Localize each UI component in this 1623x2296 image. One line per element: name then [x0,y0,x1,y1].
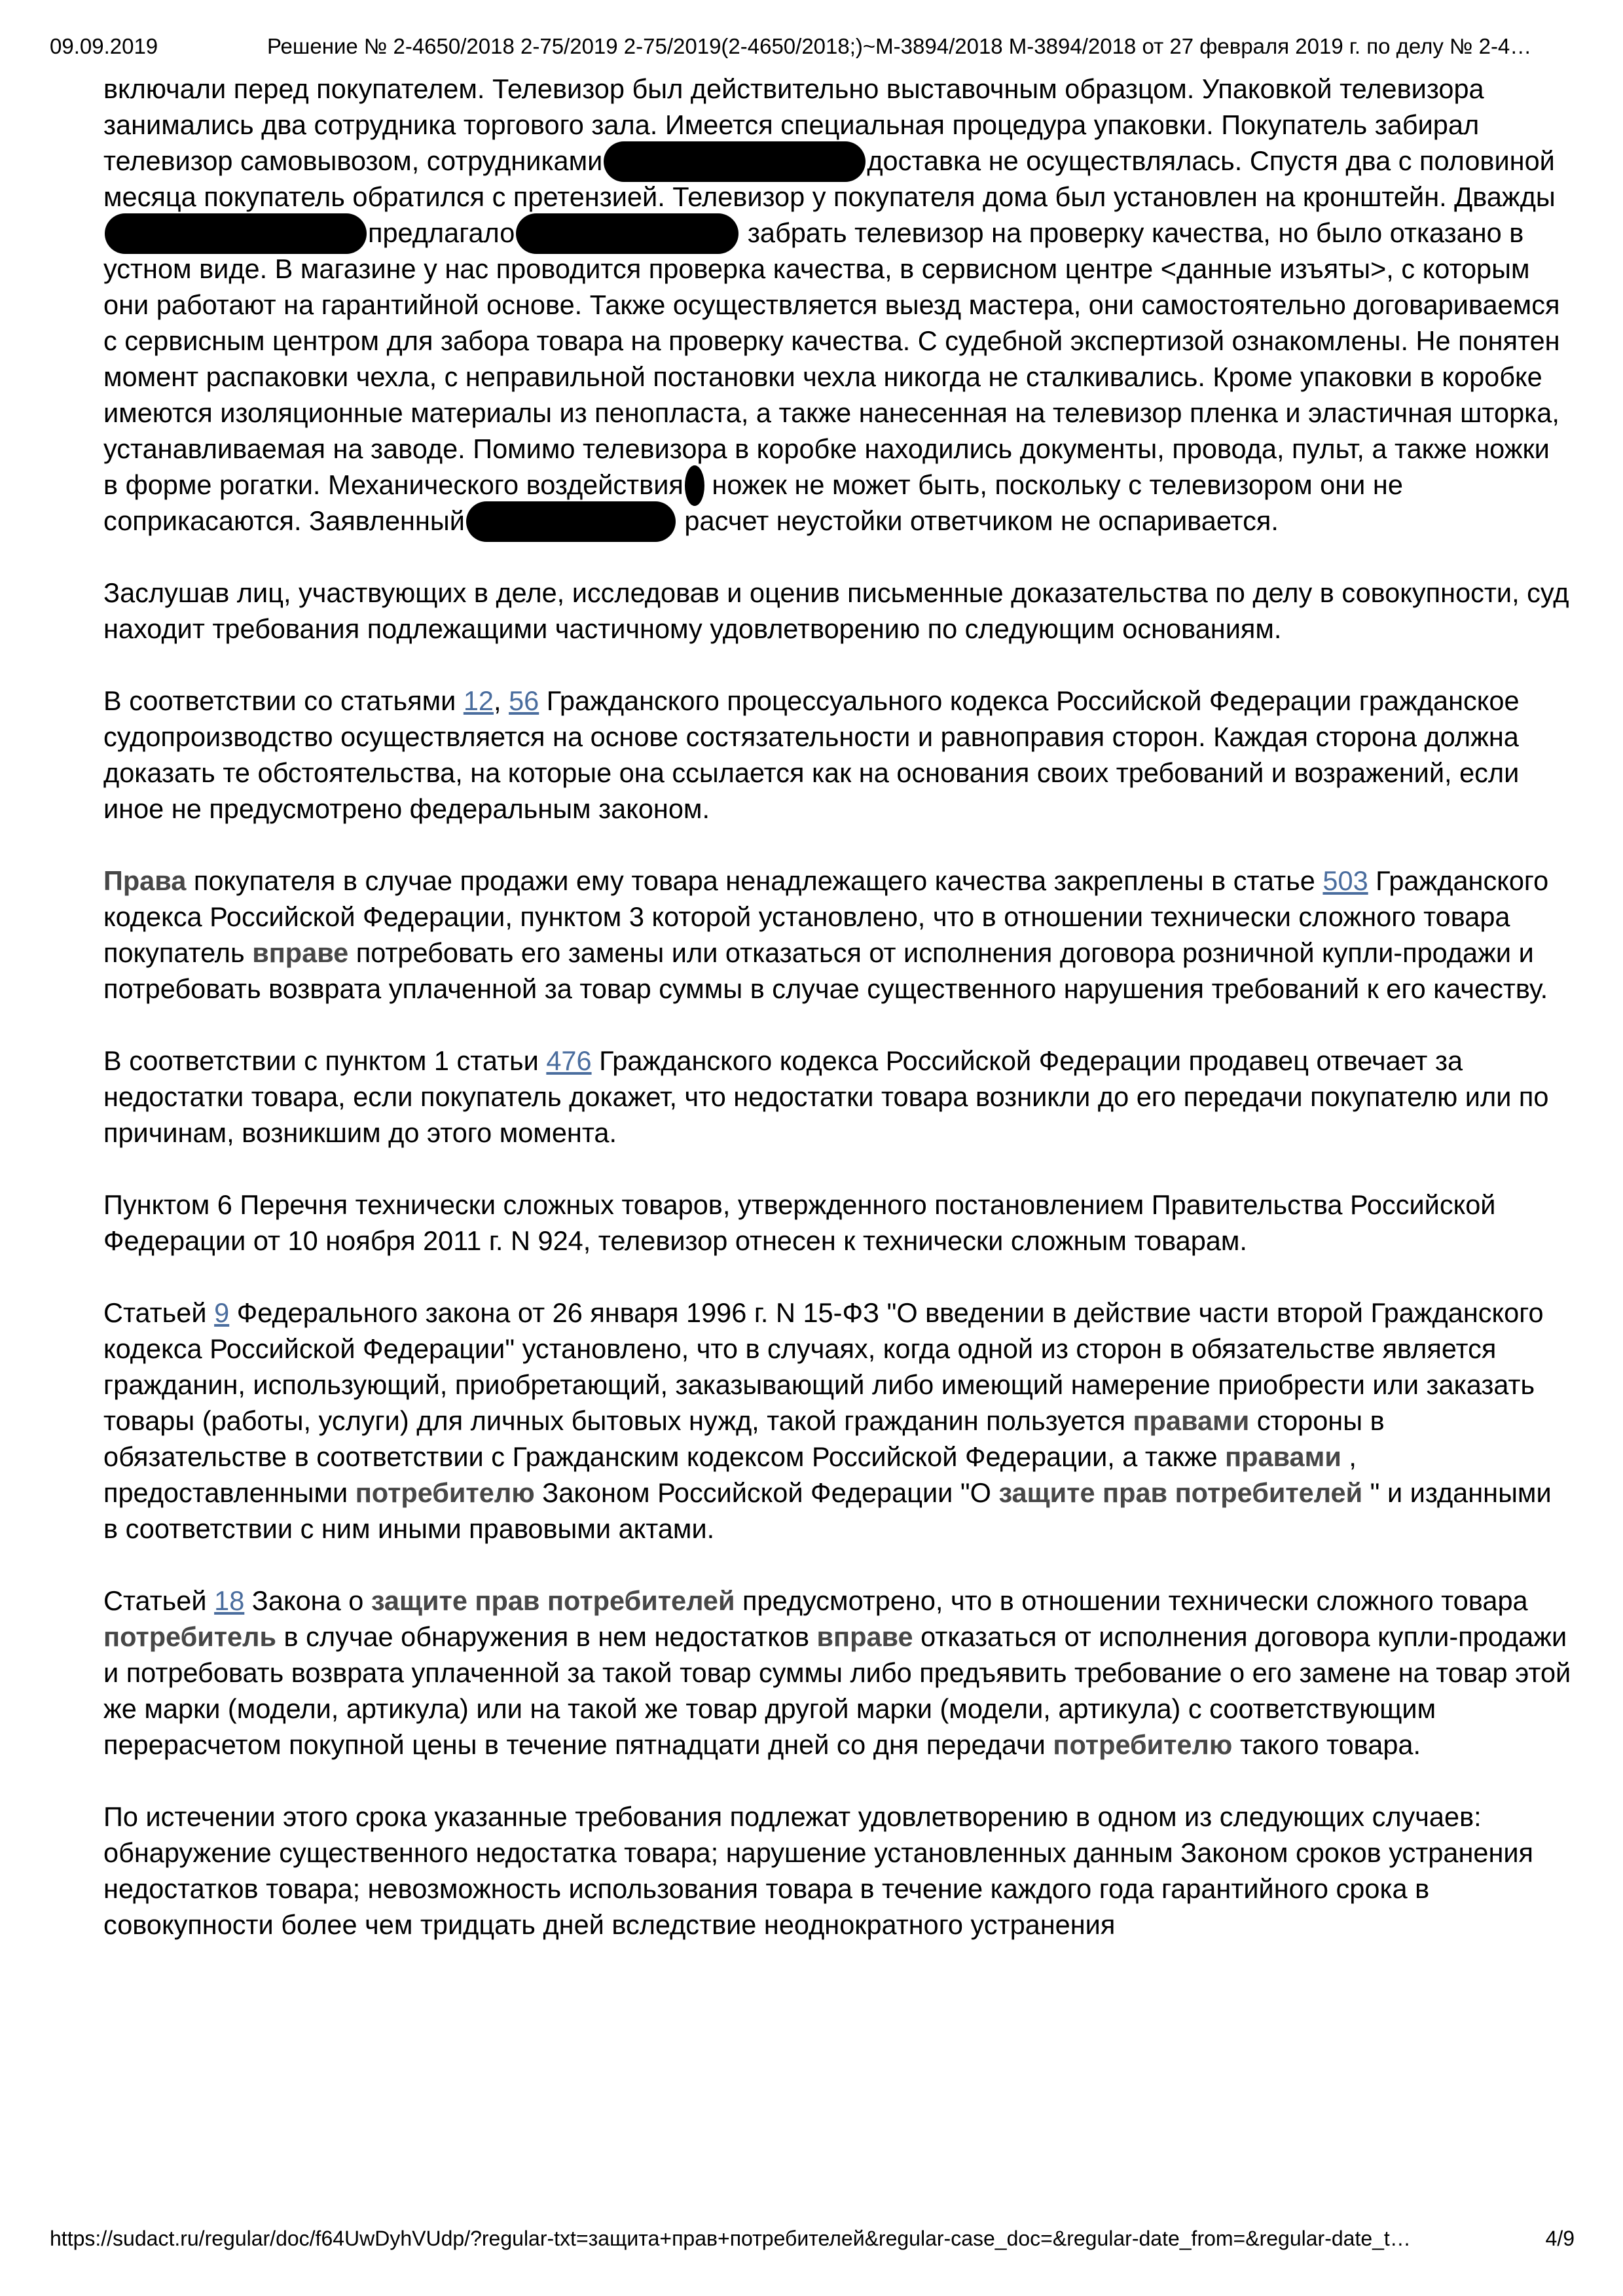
paragraph: включали перед покупателем. Телевизор был действительно выставочным образцом. Упаковкой телевизора занимались два сотрудника торгового зала. Имеется специальная процедура упаковки. Покупатель забирал телевизор самовывозом, сотрудниками доставка не осуществлялась. Спустя два с половиной месяца покупатель обратился с претензией. Телевизор у покупателя дома был установлен на кронштейн. Дваждыпредлагало забрать телевизор на проверку качества, но было отказано в устном виде. В магазине у нас проводится проверка качества, в сервисном центре <данные изъяты>, с которым они работают на гарантийной основе. Также осуществляется выезд мастера, они самостоятельно договариваемся с сервисным центром для забора товара на проверку качества. С судебной экспертизой ознакомлены. Не понятен момент распаковки чехла, с неправильной постановки чехла никогда не сталкивались. Кроме упаковки в коробке имеются изоляционные материалы из пенопласта, а также нанесенная на телевизор пленка и эластичная шторка, устанавливаемая на заводе. Помимо телевизора в коробке находились документы, провода, пульт, а также ножки в форме рогатки. Механического воздействия ножек не может быть, поскольку с телевизором они не соприкасаются. Заявленный расчет неустойки ответчиком не оспаривается. [103,71,1571,539]
highlighted-term: потребителю [355,1477,535,1508]
redaction-bar [604,141,866,182]
statute-link[interactable]: 56 [509,685,539,716]
highlighted-term: защите прав потребителей [371,1585,735,1616]
highlighted-term: правами [1133,1405,1250,1436]
highlighted-term: вправе [816,1621,913,1652]
statute-link[interactable]: 503 [1322,865,1368,896]
paragraph: Статьей 9 Федерального закона от 26 января 1996 г. N 15-ФЗ "О введении в действие части второй Гражданского кодекса Российской Федерации" установлено, что в случаях, когда одной из сторон в обязательстве является гражданин, использующий, приобретающий, заказывающий либо имеющий намерение приобрести или заказать товары (работы, услуги) для личных бытовых нужд, такой гражданин пользуется правами стороны в обязательстве в соответствии с Гражданским кодексом Российской Федерации, а также правами , предоставленными потребителю Законом Российской Федерации "О защите прав потребителей " и изданными в соответствии с ним иными правовыми актами. [103,1297,1552,1544]
document-body [103,71,1571,1979]
highlighted-term: правами [1225,1441,1341,1472]
source-url: https://sudact.ru/regular/doc/f64UwDyhVUdp/?regular-txt=защита+прав+потребителей&regular-case_doc=&regular-date_from=&regular-date_t… [50,2227,1411,2250]
redaction-bar [516,213,739,254]
statute-link[interactable]: 9 [214,1297,230,1328]
print-footer [50,2227,1575,2251]
highlighted-term: вправе [252,937,349,968]
redaction-bar [105,213,367,254]
redaction-bar [466,501,676,542]
paragraph: Заслушав лиц, участвующих в деле, исследовав и оценив письменные доказательства по делу в совокупности, суд находит требования подлежащими частичному удовлетворению по следующим основаниям. [103,577,1569,644]
highlighted-term: защите прав потребителей [998,1477,1363,1508]
paragraph: Пунктом 6 Перечня технически сложных товаров, утвержденного постановлением Правительства Российской Федерации от 10 ноября 2011 г. N 924, телевизор отнесен к технически сложным товарам. [103,1189,1496,1256]
highlighted-term: потребителю [1053,1729,1233,1760]
paragraph: Права покупателя в случае продажи ему товара ненадлежащего качества закреплены в статье 503 Гражданского кодекса Российской Федерации, пунктом 3 которой установлено, что в отношении технически сложного товара покупатель вправе потребовать его замены или отказаться от исполнения договора розничной купли-продажи и потребовать возврата уплаченной за товар суммы в случае существенного нарушения требований к его качеству. [103,865,1549,1004]
highlighted-term: Права [103,865,187,896]
page-number: 4/9 [1545,2227,1575,2250]
redaction-bar-clipped [685,465,704,506]
statute-link[interactable]: 12 [463,685,494,716]
paragraph: По истечении этого срока указанные требования подлежат удовлетворению в одном из следующих случаев: обнаружение существенного недостатка товара; нарушение установленных данным Законом сроков устранения недостатков товара; невозможность использования товара в течение каждого года гарантийного срока в совокупности более чем тридцать дней вследствие неоднократного устранения [103,1801,1534,1940]
paragraph: В соответствии со статьями 12, 56 Гражданского процессуального кодекса Российской Федерации гражданское судопроизводство осуществляется на основе состязательности и равноправия сторон. Каждая сторона должна доказать те обстоятельства, на которые она ссылается как на основания своих требований и возражений, если иное не предусмотрено федеральным законом. [103,685,1520,824]
statute-link[interactable]: 18 [214,1585,245,1616]
print-date: 09.09.2019 [50,34,158,58]
statute-link[interactable]: 476 [546,1045,592,1076]
print-header [0,34,1623,65]
document-title: Решение № 2-4650/2018 2-75/2019 2-75/2019(2-4650/2018;)~М-3894/2018 М-3894/2018 от 27 февраля 2019 г. по делу № 2-4… [267,34,1532,58]
paragraph: Статьей 18 Закона о защите прав потребителей предусмотрено, что в отношении технически сложного товара потребитель в случае обнаружения в нем недостатков вправе отказаться от исполнения договора купли-продажи и потребовать возврата уплаченной за такой товар суммы либо предъявить требование о его замене на товар этой же марки (модели, артикула) или на такой же товар другой марки (модели, артикула) с соответствующим перерасчетом покупной цены в течение пятнадцати дней со дня передачи потребителю такого товара. [103,1585,1571,1760]
highlighted-term: потребитель [103,1621,277,1652]
paragraph: В соответствии с пунктом 1 статьи 476 Гражданского кодекса Российской Федерации продавец отвечает за недостатки товара, если покупатель докажет, что недостатки товара возникли до его передачи покупателю или по причинам, возникшим до этого момента. [103,1045,1549,1148]
